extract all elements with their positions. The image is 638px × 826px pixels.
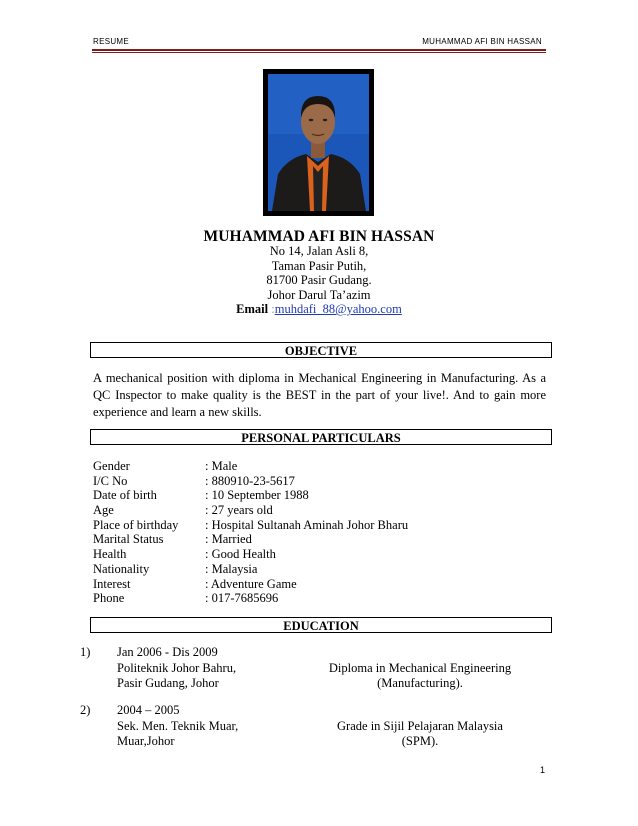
profile-photo (268, 74, 369, 211)
email-link[interactable]: muhdafi_88@yahoo.com (274, 302, 402, 316)
address-line-3: 81700 Pasir Gudang. (266, 273, 372, 287)
profile-photo-frame (263, 69, 374, 216)
personal-particulars-table (93, 459, 408, 606)
email-label: Email (236, 302, 269, 316)
edu-2-place: Muar,Johor (117, 734, 175, 748)
header-rule (92, 49, 546, 51)
pp-row-nationality: Nationality : Malaysia (93, 561, 258, 576)
address-line-4: Johor Darul Ta’azim (267, 288, 371, 302)
edu-1-number: 1) (80, 645, 91, 659)
edu-1-qualification-detail: (Manufacturing). (377, 676, 463, 690)
header-resume-label: RESUME (93, 37, 130, 46)
objective-text: A mechanical position with diploma in Mechanical Engineering in Manufacturing. As a QC Inspector to make quality is the BEST in the part of your live!. And to gain more experience and learn a new skills. (93, 371, 546, 419)
objective-heading: OBJECTIVE (90, 342, 552, 358)
header-rule-thin (92, 52, 546, 53)
pp-row-health: Health : Good Health (93, 547, 276, 562)
pp-row-ic: I/C No : 880910-23-5617 (93, 473, 295, 488)
email-separator: : (271, 302, 275, 316)
pp-row-gender: Gender : Male (93, 459, 238, 473)
edu-2-school: Sek. Men. Teknik Muar, (117, 719, 239, 733)
personal-particulars-heading: PERSONAL PARTICULARS (90, 429, 552, 445)
edu-2-period: 2004 – 2005 (117, 703, 180, 717)
pp-row-interest: Interest : Adventure Game (93, 576, 297, 591)
header-name-label: MUHAMMAD AFI BIN HASSAN (422, 37, 542, 46)
address-line-2: Taman Pasir Putih, (271, 259, 367, 273)
edu-2-number: 2) (80, 703, 91, 717)
page-number: 1 (539, 765, 545, 775)
edu-1-school: Politeknik Johor Bahru, (117, 661, 237, 675)
email-line (0, 302, 638, 317)
pp-row-marital: Marital Status : Married (93, 532, 252, 547)
pp-row-birthplace: Place of birthday : Hospital Sultanah Aminah Johor Bharu (93, 517, 409, 532)
address-line-1: No 14, Jalan Asli 8, (269, 244, 369, 258)
edu-1-period: Jan 2006 - Dis 2009 (117, 645, 218, 659)
pp-row-dob: Date of birth : 10 September 1988 (93, 488, 309, 503)
education-heading: EDUCATION (90, 617, 552, 633)
pp-row-age: Age : 27 years old (93, 503, 273, 518)
candidate-name: MUHAMMAD AFI BIN HASSAN (203, 228, 435, 245)
pp-row-phone: Phone : 017-7685696 (93, 591, 279, 606)
edu-2-qualification: Grade in Sijil Pelajaran Malaysia (337, 719, 503, 733)
edu-1-qualification: Diploma in Mechanical Engineering (328, 661, 512, 675)
edu-2-qualification-detail: (SPM). (401, 734, 439, 748)
edu-1-place: Pasir Gudang, Johor (117, 676, 219, 690)
